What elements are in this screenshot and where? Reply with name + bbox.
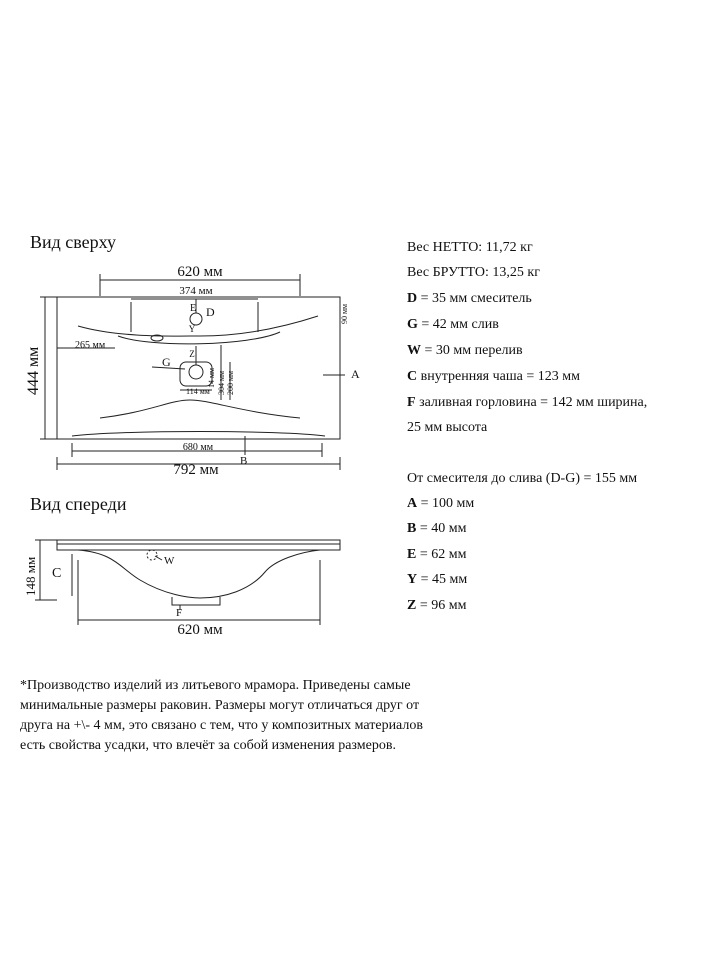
spec-DG: От смесителя до слива (D-G) = 155 мм <box>407 471 638 486</box>
spec-W-key: W <box>407 343 421 358</box>
front-view-title: Вид спереди <box>30 494 127 514</box>
spec-F-line2: 25 мм высота <box>407 420 488 435</box>
label-Y: Y <box>188 324 196 334</box>
bowl-back-edge <box>78 316 318 336</box>
dim-265: 265 мм <box>75 340 106 351</box>
spec-Y <box>407 572 467 588</box>
dim-90: 90 мм <box>340 303 349 324</box>
footnote: *Производство изделий из литьевого мрамора. Приведены самые минимальные размеры раковин. Размеры могут отличаться друг от друга на +\- 4 мм, это связано с тем, что у композитных материалов есть свойства усадки, что влечёт за собой изменения размеров. <box>20 678 423 753</box>
spec-W <box>407 343 523 359</box>
top-view-title: Вид сверху <box>30 232 116 252</box>
spec-C <box>407 369 580 385</box>
spec-D <box>407 291 532 307</box>
label-D: D <box>206 305 215 319</box>
spec-weight-net: Вес НЕТТО: 11,72 кг <box>407 240 533 255</box>
spec-Z-key: Z <box>407 598 417 613</box>
spec-B-key: B <box>407 521 417 536</box>
top-view-drawing <box>0 250 380 480</box>
label-E: E <box>189 303 197 314</box>
spec-weight-gross: Вес БРУТТО: 13,25 кг <box>407 265 540 280</box>
spec-E-val: = 62 мм <box>416 547 467 562</box>
spec-G-key: G <box>407 317 418 332</box>
spec-B-val: = 40 мм <box>416 521 467 536</box>
spec-D-key: D <box>407 291 418 306</box>
label-B: B <box>240 455 248 467</box>
spec-G-val: = 42 мм слив <box>417 317 499 332</box>
countertop-edge <box>57 540 340 550</box>
dim-14: 14 мм <box>207 367 216 388</box>
spec-A <box>407 496 474 512</box>
front-view-drawing <box>0 520 380 645</box>
overflow-mark <box>147 550 157 560</box>
dim-620: 620 мм <box>177 264 223 280</box>
spec-G <box>407 317 499 333</box>
spec-Z <box>407 598 466 614</box>
dim-114: 114 мм <box>186 387 210 396</box>
spec-Y-key: Y <box>407 572 418 587</box>
spec-Y-val: = 45 мм <box>417 572 468 587</box>
dim-792: 792 мм <box>173 462 219 478</box>
spec-E-key: E <box>407 547 417 562</box>
spec-D-val: = 35 мм смеситель <box>417 291 532 306</box>
dim-374: 374 мм <box>179 285 213 297</box>
drain-hole <box>189 365 203 379</box>
dim-148: 148 мм <box>23 556 38 596</box>
label-W: W <box>164 555 175 567</box>
spec-Z-val: = 96 мм <box>416 598 467 613</box>
spec-F-key: F <box>407 395 416 410</box>
spec-F-val: заливная горловина = 142 мм ширина, <box>415 395 648 410</box>
spec-W-val: = 30 мм перелив <box>421 343 523 358</box>
bowl-profile <box>78 550 320 598</box>
spec-C-val: внутренняя чаша = 123 мм <box>417 369 580 384</box>
spec-A-val: = 100 мм <box>417 496 475 511</box>
dim-680: 680 мм <box>182 442 214 453</box>
spec-A-key: A <box>407 496 418 511</box>
dim-200: 200 мм <box>226 370 235 395</box>
spec-C-key: C <box>407 369 418 384</box>
spec-F <box>407 395 647 411</box>
spec-E <box>407 547 466 563</box>
label-G: G <box>162 355 171 369</box>
label-Z: Z <box>189 349 195 359</box>
label-F: F <box>176 607 183 619</box>
dim-620-front: 620 мм <box>177 622 223 638</box>
spec-B <box>407 521 466 537</box>
dim-444: 444 мм <box>25 346 42 395</box>
bowl-front-edge <box>100 400 300 418</box>
label-C: C <box>52 566 62 581</box>
dim-304: 304 мм <box>217 370 226 395</box>
label-A: A <box>351 367 360 381</box>
